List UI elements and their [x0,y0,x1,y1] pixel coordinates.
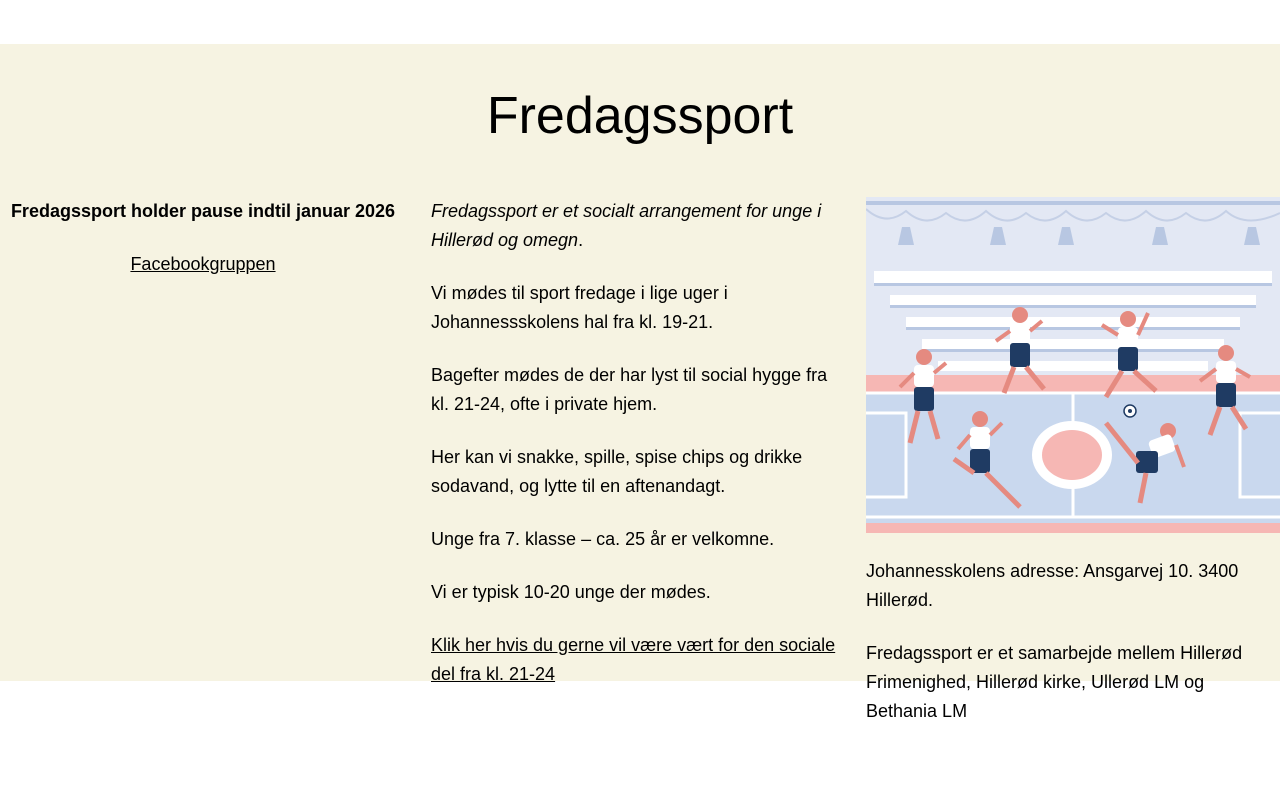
right-column [866,197,1280,750]
attendance-paragraph: Vi er typisk 10-20 unge der mødes. [431,582,711,602]
host-signup-link[interactable]: Klik her hvis du gerne vil være vært for den sociale del fra kl. 21-24 [431,635,836,684]
left-column [0,197,406,278]
intro-italic: Fredagssport er et socialt arrangement for unge i Hillerød og omegn [431,201,822,250]
page-title: Fredagssport [486,87,794,145]
middle-column [431,197,841,713]
intro-period: . [578,230,584,250]
indoor-football-illustration-icon [866,197,1280,533]
pause-notice: Fredagssport holder pause indtil januar 2026 [10,201,396,221]
schedule-paragraph: Vi mødes til sport fredage i lige uger i Johannessskolens hal fra kl. 19-21. [431,283,728,332]
age-paragraph: Unge fra 7. klasse – ca. 25 år er velkomne. [431,529,775,549]
school-address: Johannesskolens adresse: Ansgarvej 10. 3400 Hillerød. [866,561,1239,610]
activities-paragraph: Her kan vi snakke, spille, spise chips og drikke sodavand, og lytte til en aftenandagt. [431,447,803,496]
facebook-group-link[interactable]: Facebookgruppen [130,254,276,274]
content-section [0,44,1280,721]
intro-paragraph [431,197,841,255]
social-paragraph: Bagefter mødes de der har lyst til social hygge fra kl. 21-24, ofte i private hjem. [431,365,828,414]
host-paragraph [431,631,841,689]
partners-paragraph: Fredagssport er et samarbejde mellem Hillerød Frimenighed, Hillerød kirke, Ullerød LM og Bethania LM [866,643,1243,721]
